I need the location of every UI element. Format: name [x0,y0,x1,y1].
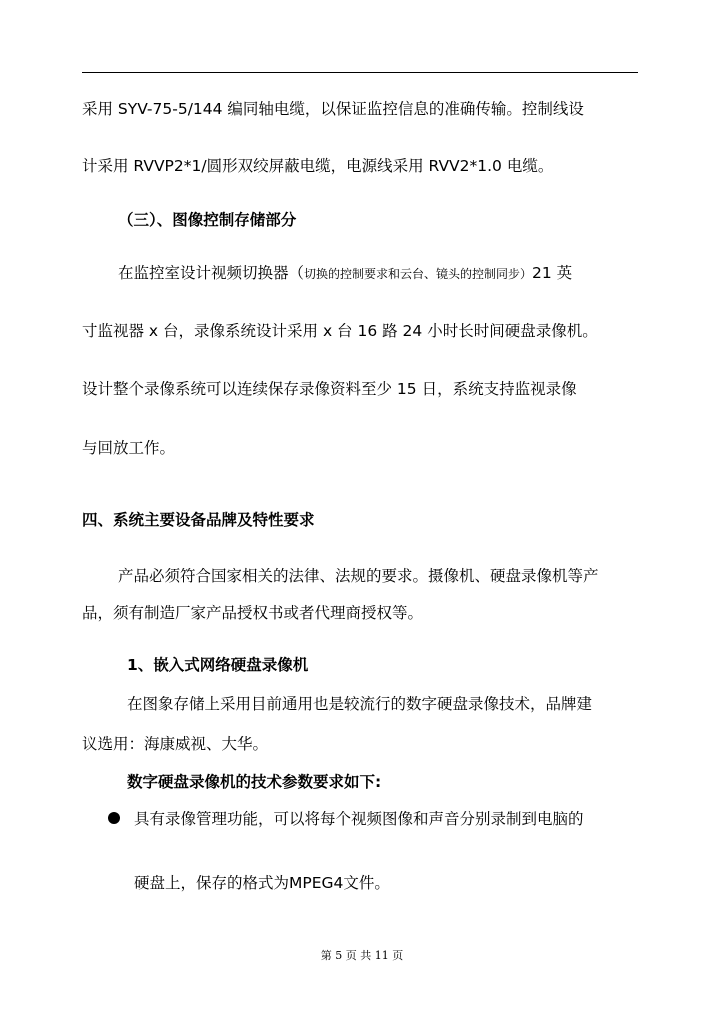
paragraph-dvr-line-1: 在图象存储上采用目前通用也是较流行的数字硬盘录像技术，品牌建 [127,695,593,713]
page-number-footer: 第 5 页 共 11 页 [320,949,404,962]
header-rule [82,72,638,73]
paragraph-requirements-line-1: 产品必须符合国家相关的法律、法规的要求。摄像机、硬盘录像机等产 [118,567,599,585]
paragraph-storage-line-1 [118,262,572,285]
paragraph-cable-line-2: 计采用 RVVP2*1/圆形双绞屏蔽电缆，电源线采用 RVV2*1.0 电缆。 [82,157,554,175]
section-3-heading: （三）、图像控制存储部分 [118,211,297,229]
bullet-1-line-1: 具有录像管理功能，可以将每个视频图像和声音分别录制到电脑的 [134,810,584,828]
paragraph-storage-line-1-end: 21 英 [532,264,573,282]
section-4-heading: 四、系统主要设备品牌及特性要求 [82,511,315,529]
paragraph-cable-line-1: 采用 SYV-75-5/144 编同轴电缆，以保证监控信息的准确传输。控制线设 [82,100,584,118]
bullet-1-line-2: 硬盘上，保存的格式为MPEG4文件。 [134,874,390,892]
paragraph-storage-note: 切换的控制要求和云台、镜头的控制同步） [304,267,533,281]
paragraph-storage-line-2: 寸监视器 x 台，录像系统设计采用 x 台 16 路 24 小时长时间硬盘录像机。 [82,322,598,340]
bullet-dot-icon [108,812,120,824]
dvr-params-heading: 数字硬盘录像机的技术参数要求如下: [127,773,382,791]
paragraph-storage-line-1-start: 在监控室设计视频切换器（ [118,264,305,282]
paragraph-storage-line-4: 与回放工作。 [82,439,176,457]
paragraph-storage-line-3: 设计整个录像系统可以连续保存录像资料至少 15 日，系统支持监视录像 [82,380,577,398]
paragraph-dvr-line-2: 议选用：海康威视、大华。 [82,735,269,753]
subsection-1-heading: 1、嵌入式网络硬盘录像机 [127,656,309,674]
paragraph-requirements-line-2: 品，须有制造厂家产品授权书或者代理商授权等。 [82,604,424,622]
